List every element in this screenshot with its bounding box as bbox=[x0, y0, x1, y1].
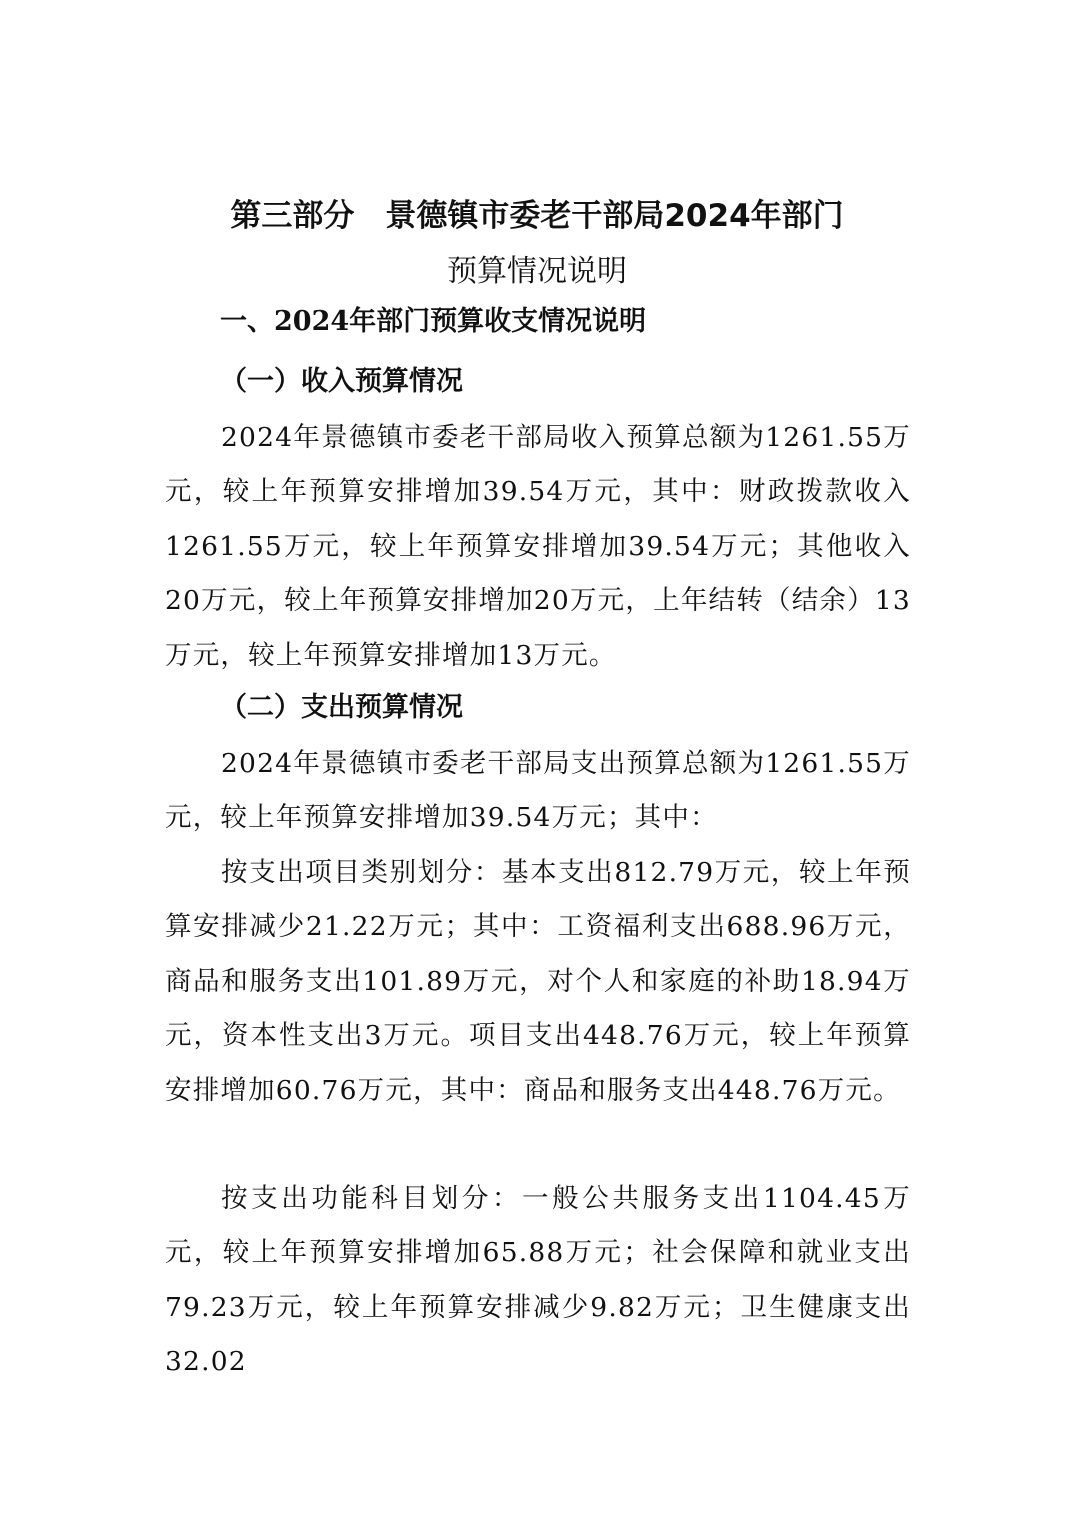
expenditure-paragraph-by-category: 按支出项目类别划分：基本支出812.79万元，较上年预算安排减少21.22万元；其中：工资福利支出688.96万元，商品和服务支出101.89万元，对个人和家庭的补助18.94万元，资本性支出3万元。项目支出448.76万元，较上年预算安排增加60.76万元，其中：商品和服务支出448.76万元。 bbox=[165, 857, 911, 1106]
expenditure-heading: （二）支出预算情况 bbox=[220, 692, 463, 723]
expenditure-paragraph-total: 2024年景德镇市委老干部局支出预算总额为1261.55万元，较上年预算安排增加39.54万元；其中： bbox=[165, 748, 911, 834]
document-title: 第三部分 景德镇市委老干部局2024年部门 bbox=[230, 198, 844, 234]
income-heading: （一）收入预算情况 bbox=[220, 366, 463, 397]
document-subtitle: 预算情况说明 bbox=[447, 254, 627, 289]
income-paragraph: 2024年景德镇市委老干部局收入预算总额为1261.55万元，较上年预算安排增加39.54万元，其中：财政拨款收入1261.55万元，较上年预算安排增加39.54万元；其他收入20万元，较上年预算安排增加20万元，上年结转（结余）13万元，较上年预算安排增加13万元。 bbox=[165, 422, 911, 671]
section-heading: 一、2024年部门预算收支情况说明 bbox=[220, 306, 647, 337]
expenditure-paragraph-by-function: 按支出功能科目划分：一般公共服务支出1104.45万元，较上年预算安排增加65.88万元；社会保障和就业支出79.23万元，较上年预算安排减少9.82万元；卫生健康支出32.02 bbox=[165, 1183, 911, 1378]
